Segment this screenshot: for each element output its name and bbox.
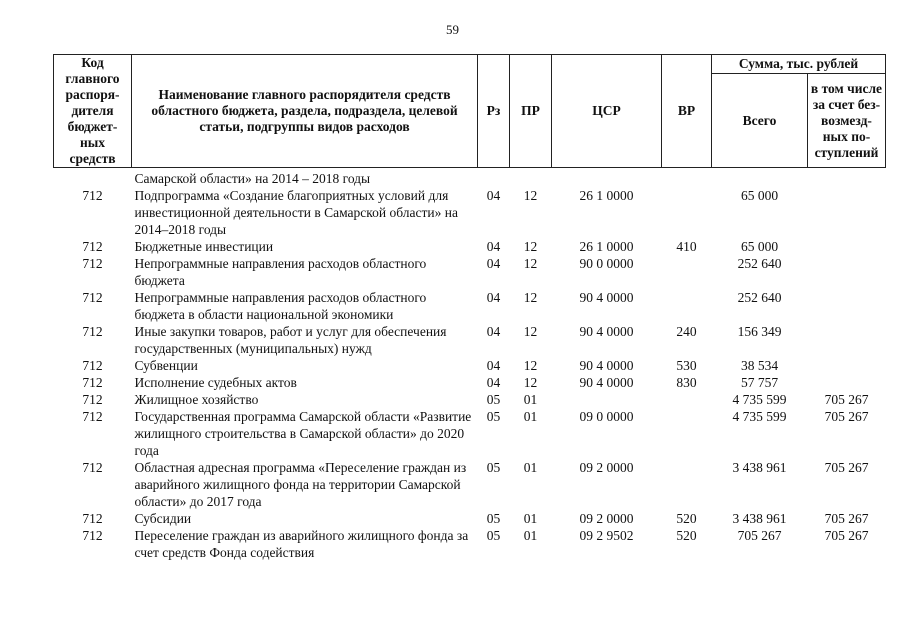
cell-rz: 05 [486,460,501,475]
table-row [54,187,886,238]
cell-vr: 520 [676,528,697,543]
cell-rz [478,168,510,188]
cell-csr: 26 1 0000 [579,188,634,203]
cell-name: Государственная программа Самарской области «Развитие жилищного строительства в Самарской области» до 2020 года [134,409,472,458]
cell-total: 705 267 [737,528,782,543]
cell-vr: 520 [676,511,697,526]
cell-pr [510,168,552,188]
cell-total: 38 534 [740,358,779,373]
cell-csr [552,391,662,408]
cell-csr: 09 2 0000 [579,511,634,526]
cell-name: Подпрограмма «Создание благоприятных условий для инвестиционной деятельности в Самарской области» на 2014–2018 годы [134,188,458,237]
cell-total: 4 735 599 [732,409,787,424]
table-row [54,255,886,289]
table-row [54,323,886,357]
cell-rz: 04 [486,375,501,390]
cell-pr: 12 [523,375,538,390]
cell-vr [662,459,712,510]
table-row [54,510,886,527]
cell-name: Субвенции [134,358,198,373]
cell-pr: 01 [523,511,538,526]
header-rz: Рз [478,55,510,168]
cell-code: 712 [82,460,103,475]
cell-name: Самарской области» на 2014 – 2018 годы [134,171,371,186]
cell-total: 252 640 [737,256,782,271]
cell-name: Иные закупки товаров, работ и услуг для обеспечения государственных (муниципальных) нужд [134,324,447,356]
table-row [54,391,886,408]
header-csr: ЦСР [552,55,662,168]
cell-pr: 12 [523,324,538,339]
cell-pr: 12 [523,358,538,373]
header-pr: ПР [510,55,552,168]
cell-vr [662,168,712,188]
cell-vr: 240 [676,324,697,339]
cell-subtotal [808,238,886,255]
cell-vr [662,289,712,323]
header-total: Всего [712,74,808,168]
cell-rz: 04 [486,358,501,373]
cell-total: 156 349 [737,324,782,339]
cell-total: 3 438 961 [732,511,787,526]
cell-code: 712 [82,239,103,254]
cell-subtotal [808,168,886,188]
cell-code: 712 [82,324,103,339]
cell-vr: 410 [676,239,697,254]
cell-subtotal: 705 267 [824,528,869,543]
table-row [54,357,886,374]
table-row [54,408,886,459]
cell-subtotal: 705 267 [824,409,869,424]
cell-pr: 01 [523,460,538,475]
cell-vr [662,187,712,238]
cell-rz: 05 [486,392,501,407]
budget-table [53,54,886,561]
header-code: Код главного распоря-дителя бюджет-ных средств [54,55,132,168]
cell-rz: 04 [486,256,501,271]
table-row [54,459,886,510]
header-subtotal: в том числе за счет без-возмезд-ных по-ступлений [808,74,886,168]
cell-code: 712 [82,528,103,543]
header-name: Наименование главного распорядителя средств областного бюджета, раздела, подраздела, целевой статьи, подгруппы видов расходов [132,55,478,168]
cell-subtotal [808,374,886,391]
cell-pr: 12 [523,239,538,254]
cell-code: 712 [82,375,103,390]
cell-subtotal: 705 267 [824,392,869,407]
cell-subtotal [808,357,886,374]
cell-name: Жилищное хозяйство [134,392,259,407]
table-row [54,289,886,323]
cell-name: Непрограммные направления расходов областного бюджета [134,256,427,288]
cell-csr: 09 2 9502 [579,528,634,543]
cell-code: 712 [82,188,103,203]
cell-code: 712 [82,511,103,526]
cell-code: 712 [82,358,103,373]
cell-subtotal [808,187,886,238]
cell-name: Непрограммные направления расходов областного бюджета в области национальной экономики [134,290,427,322]
cell-code [54,168,132,188]
cell-rz: 04 [486,239,501,254]
cell-total: 252 640 [737,290,782,305]
header-vr: ВР [662,55,712,168]
cell-total [712,168,808,188]
table-body [54,168,886,562]
table-row [54,168,886,188]
cell-vr [662,408,712,459]
cell-vr [662,255,712,289]
cell-vr: 530 [676,358,697,373]
cell-pr: 12 [523,256,538,271]
cell-csr: 90 4 0000 [579,375,634,390]
cell-name: Бюджетные инвестиции [134,239,274,254]
cell-csr [552,168,662,188]
cell-code: 712 [82,290,103,305]
cell-code: 712 [82,409,103,424]
cell-code: 712 [82,256,103,271]
cell-csr: 09 0 0000 [579,409,634,424]
cell-pr: 12 [523,290,538,305]
cell-total: 4 735 599 [732,392,787,407]
cell-csr: 90 4 0000 [579,290,634,305]
cell-vr: 830 [676,375,697,390]
cell-total: 65 000 [740,188,779,203]
cell-csr: 09 2 0000 [579,460,634,475]
cell-name: Исполнение судебных актов [134,375,297,390]
table-row [54,527,886,561]
cell-pr: 12 [523,188,538,203]
cell-csr: 90 4 0000 [579,358,634,373]
cell-total: 65 000 [740,239,779,254]
cell-subtotal [808,255,886,289]
cell-rz: 05 [486,528,501,543]
cell-rz: 04 [486,188,501,203]
cell-subtotal: 705 267 [824,511,869,526]
table-row [54,238,886,255]
cell-name: Субсидии [134,511,192,526]
cell-csr: 90 0 0000 [579,256,634,271]
table-header [54,55,886,168]
cell-subtotal [808,289,886,323]
table-row [54,374,886,391]
cell-csr: 90 4 0000 [579,324,634,339]
cell-vr [662,391,712,408]
cell-total: 3 438 961 [732,460,787,475]
cell-csr: 26 1 0000 [579,239,634,254]
cell-subtotal [808,323,886,357]
cell-rz: 04 [486,290,501,305]
cell-pr: 01 [523,409,538,424]
cell-rz: 04 [486,324,501,339]
cell-name: Областная адресная программа «Переселение граждан из аварийного жилищного фонда на территории Самарской области» до 2017 года [134,460,467,509]
cell-rz: 05 [486,409,501,424]
cell-total: 57 757 [740,375,779,390]
cell-subtotal: 705 267 [824,460,869,475]
cell-name: Переселение граждан из аварийного жилищного фонда за счет средств Фонда содействия [134,528,469,560]
page-number: 59 [446,22,459,37]
cell-pr: 01 [523,528,538,543]
cell-code: 712 [82,392,103,407]
cell-rz: 05 [486,511,501,526]
header-sum: Сумма, тыс. рублей [712,55,886,74]
cell-pr: 01 [523,392,538,407]
